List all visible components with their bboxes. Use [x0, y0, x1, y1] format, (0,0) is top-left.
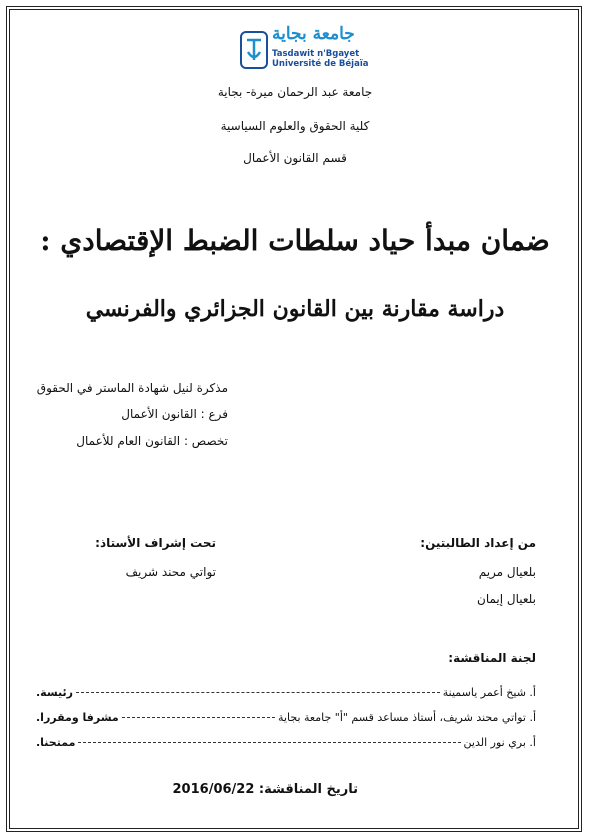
logo-emblem-icon: [238, 30, 270, 70]
committee-label: لجنة المناقشة:: [448, 651, 536, 665]
memo-degree: مذكرة لنيل شهادة الماستر في الحقوق: [36, 381, 228, 395]
memo-specialty: تخصص : القانون العام للأعمال: [76, 434, 228, 448]
logo-arabic-text: جامعة بجاية: [272, 24, 355, 44]
committee-member-3: [36, 734, 536, 750]
defense-date: تاريخ المناقشة: 2016/06/22: [172, 782, 358, 797]
faculty-name: كلية الحقوق والعلوم السياسية: [220, 119, 370, 133]
dotted-leader: [76, 692, 440, 693]
student-name-2: بلعيال إيمان: [477, 592, 536, 606]
dotted-leader: [122, 717, 275, 718]
committee-member-2: [36, 709, 536, 725]
committee-member-role: مشرفا ومقررا.: [36, 710, 119, 724]
student-name-1: بلعيال مريم: [478, 565, 536, 579]
committee-member-name: أ. شيخ أعمر ياسمينة: [442, 685, 536, 699]
thesis-subtitle: دراسة مقارنة بين القانون الجزائري والفرنسي: [85, 296, 505, 322]
committee-member-1: [36, 684, 536, 700]
committee-member-role: ممتحنا.: [36, 735, 76, 749]
supervisor-name: تواتي محند شريف: [125, 565, 216, 579]
students-label: من إعداد الطالبتين:: [420, 536, 536, 550]
supervisor-label: تحت إشراف الأستاذ:: [95, 536, 216, 550]
university-name: جامعة عبد الرحمان ميرة- بجاية: [217, 85, 373, 99]
logo-line-2: Université de Béjaïa: [272, 59, 369, 69]
logo-line-1: Tasdawit n'Bgayet: [272, 49, 360, 59]
dotted-leader: [78, 742, 460, 743]
department-name: قسم القانون الأعمال: [243, 151, 347, 165]
university-logo: [238, 24, 369, 74]
committee-member-name: أ. بري نور الدين: [463, 735, 536, 749]
committee-member-role: رئيسة.: [36, 685, 73, 699]
memo-branch: فرع : القانون الأعمال: [121, 407, 228, 421]
committee-member-name: أ. تواتي محند شريف، أستاذ مساعد قسم "أ" جامعة بجاية: [278, 710, 536, 724]
thesis-title: ضمان مبدأ حياد سلطات الضبط الإقتصادي :: [40, 224, 550, 257]
